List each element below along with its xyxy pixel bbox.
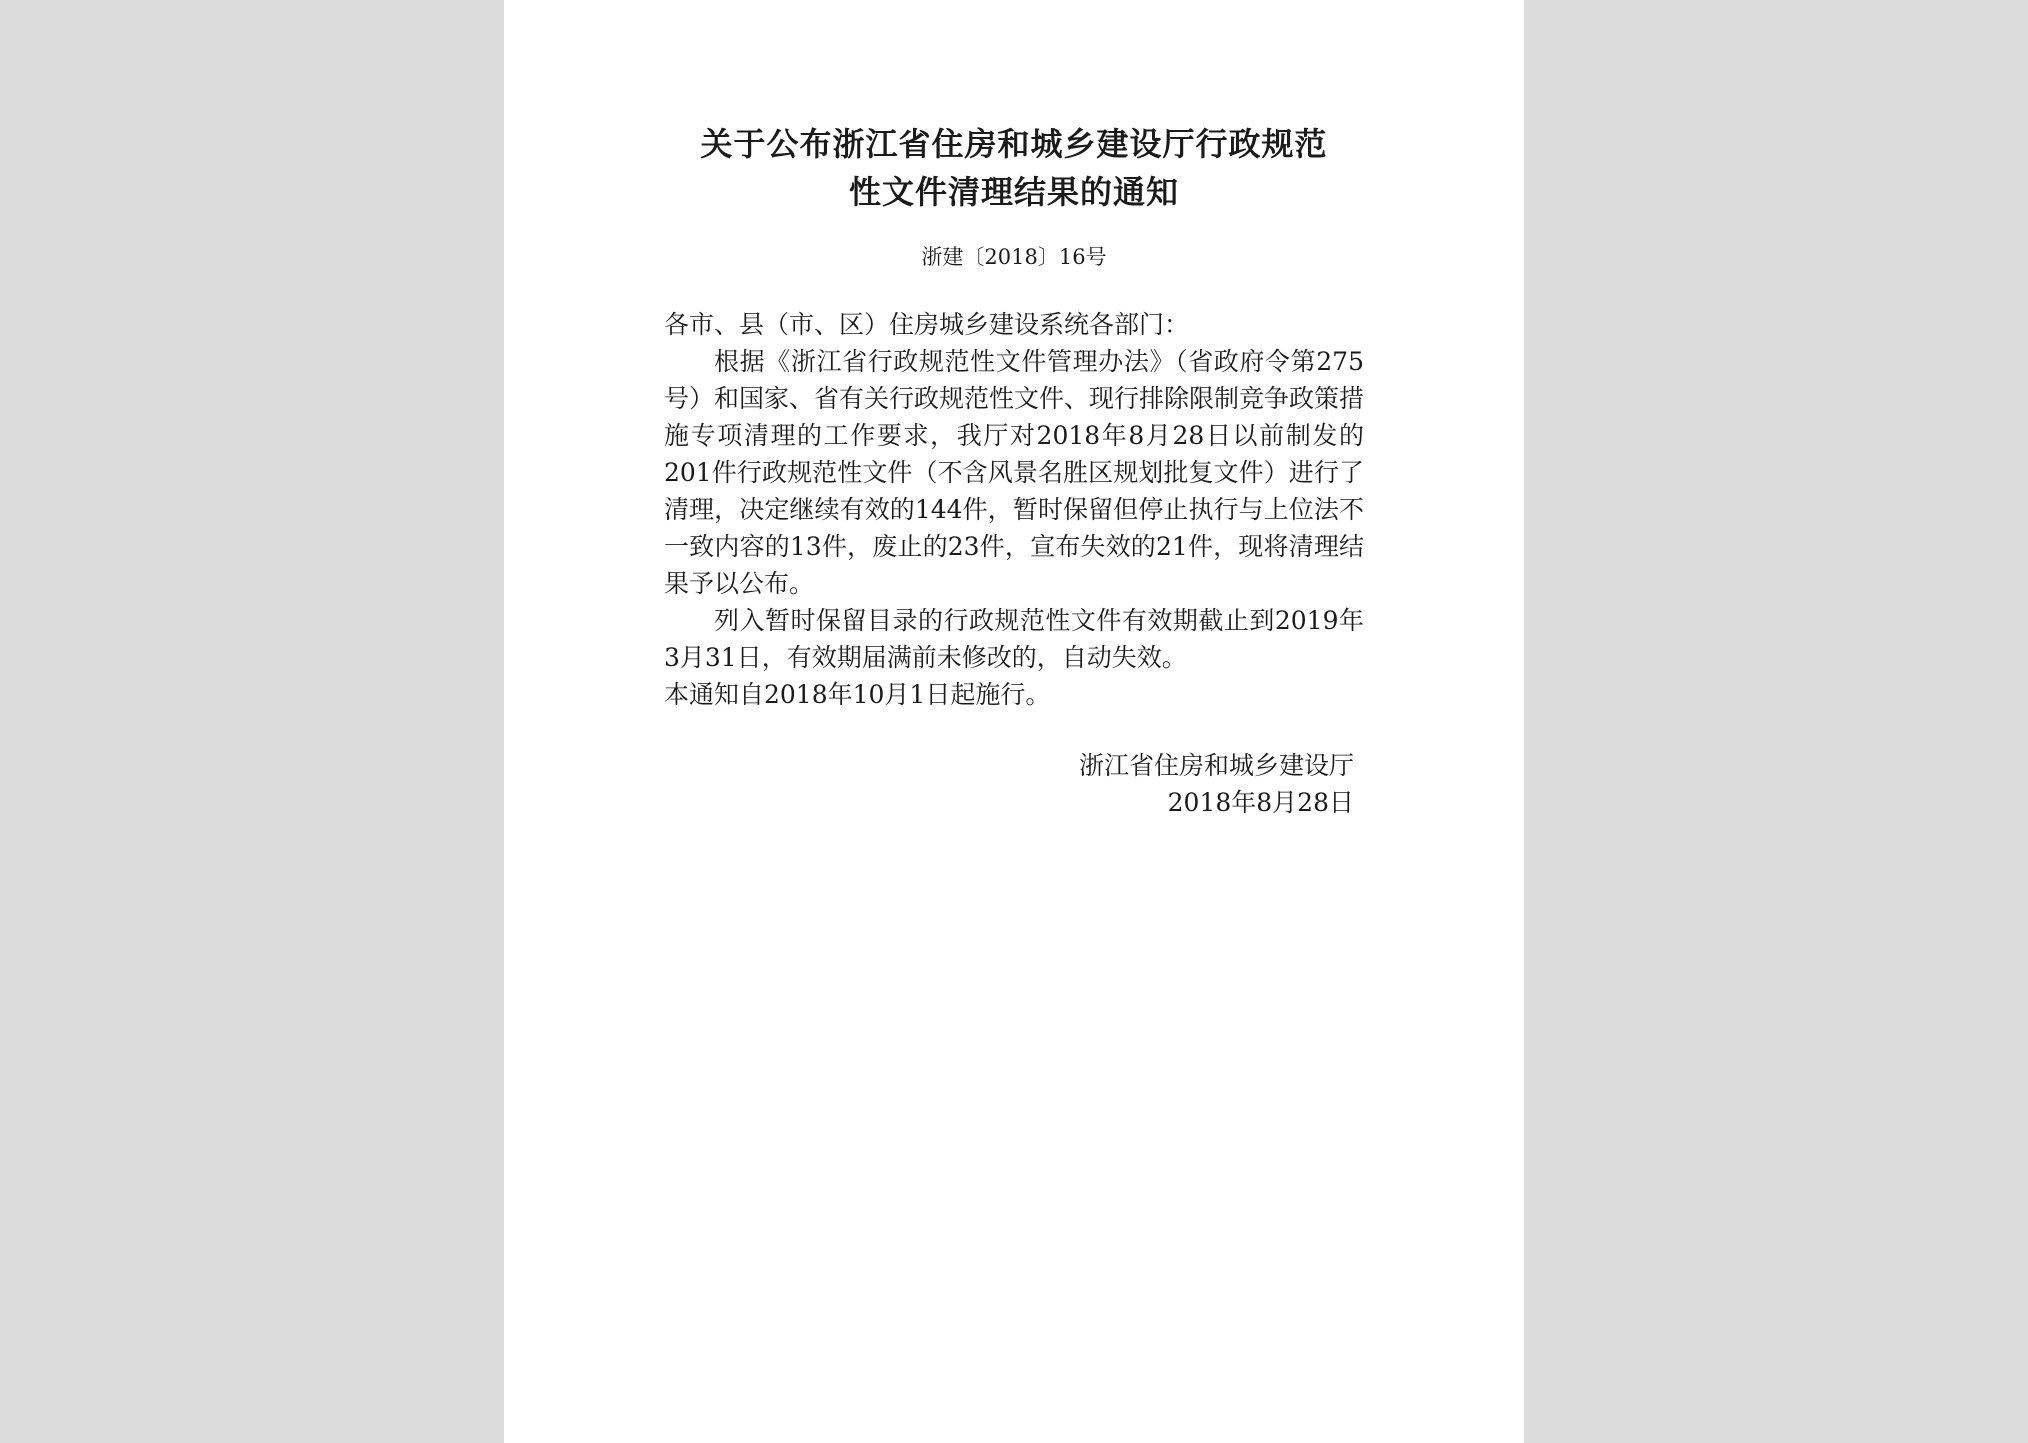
document-body xyxy=(664,306,1364,713)
document-title xyxy=(664,120,1364,216)
document-number: 浙建〔2018〕16号 xyxy=(921,245,1107,269)
paragraph-3: 本通知自2018年10月1日起施行。 xyxy=(664,680,1051,709)
title-line-2: 性文件清理结果的通知 xyxy=(848,173,1179,211)
paragraph-1: 根据《浙江省行政规范性文件管理办法》（省政府令第275号）和国家、省有关行政规范性文件、现行排除限制竞争政策措施专项清理的工作要求，我厅对2018年8月28日以前制发的201件行政规范性文件（不含风景名胜区规划批复文件）进行了清理，决定继续有效的144件，暂时保留但停止执行与上位法不一致内容的13件，废止的23件，宣布失效的21件，现将清理结果予以公布。 xyxy=(664,347,1365,598)
paragraph-2: 列入暂时保留目录的行政规范性文件有效期截止到2019年3月31日，有效期届满前未修改的，自动失效。 xyxy=(664,606,1364,672)
issuer-name: 浙江省住房和城乡建设厅 xyxy=(1078,751,1354,780)
issue-date: 2018年8月28日 xyxy=(1167,788,1354,817)
document-page xyxy=(504,0,1524,1443)
salutation: 各市、县（市、区）住房城乡建设系统各部门： xyxy=(664,310,1190,339)
document-content xyxy=(664,120,1364,821)
signature-block xyxy=(664,747,1364,821)
title-line-1: 关于公布浙江省住房和城乡建设厅行政规范 xyxy=(700,125,1328,163)
